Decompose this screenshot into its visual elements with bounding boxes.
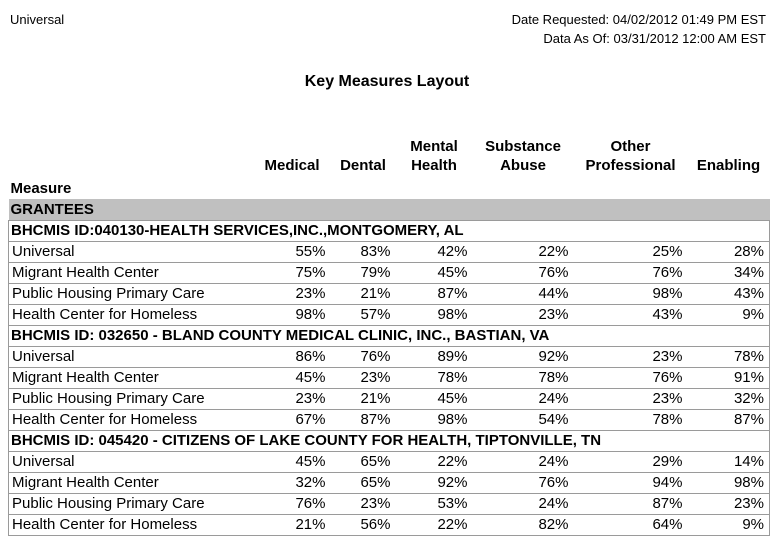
value-cell: 23% — [254, 388, 331, 409]
value-cell: 45% — [396, 388, 473, 409]
value-cell: 78% — [396, 367, 473, 388]
value-cell: 98% — [254, 304, 331, 325]
grantee-header: BHCMIS ID: 045420 - CITIZENS OF LAKE COUNTY FOR HEALTH, TIPTONVILLE, TN — [9, 430, 770, 451]
report-context-label: Universal — [10, 12, 65, 27]
value-cell: 24% — [473, 493, 574, 514]
table-row — [9, 304, 770, 325]
value-cell: 22% — [473, 241, 574, 262]
value-cell: 78% — [473, 367, 574, 388]
value-cell: 9% — [688, 514, 770, 535]
value-cell: 43% — [574, 304, 688, 325]
measure-name-cell: Universal — [9, 346, 254, 367]
value-cell: 22% — [396, 514, 473, 535]
value-cell: 76% — [473, 262, 574, 283]
value-cell: 76% — [574, 262, 688, 283]
value-cell: 92% — [473, 346, 574, 367]
measure-name-cell: Migrant Health Center — [9, 367, 254, 388]
table-row — [9, 367, 770, 388]
measure-label: Measure — [10, 180, 72, 197]
table-row — [9, 283, 770, 304]
report-header — [8, 10, 766, 48]
grantee-section-header-row — [9, 220, 770, 241]
value-cell: 23% — [331, 493, 396, 514]
table-row — [9, 346, 770, 367]
grantees-band-label: GRANTEES — [9, 199, 770, 220]
value-cell: 78% — [574, 409, 688, 430]
grantees-band-row — [9, 199, 770, 220]
value-cell: 24% — [473, 451, 574, 472]
value-cell: 28% — [688, 241, 770, 262]
value-cell: 44% — [473, 283, 574, 304]
value-cell: 9% — [688, 304, 770, 325]
value-cell: 87% — [331, 409, 396, 430]
measure-column-spacer — [9, 135, 254, 175]
value-cell: 42% — [396, 241, 473, 262]
value-cell: 22% — [396, 451, 473, 472]
value-cell: 79% — [331, 262, 396, 283]
value-cell: 87% — [688, 409, 770, 430]
table-row — [9, 388, 770, 409]
value-cell: 76% — [473, 472, 574, 493]
value-cell: 34% — [688, 262, 770, 283]
value-cell: 54% — [473, 409, 574, 430]
table-row — [9, 472, 770, 493]
measure-name-cell: Health Center for Homeless — [9, 409, 254, 430]
table-row — [9, 409, 770, 430]
value-cell: 98% — [396, 304, 473, 325]
table-row — [9, 451, 770, 472]
measure-name-cell: Public Housing Primary Care — [9, 388, 254, 409]
measure-name-cell: Health Center for Homeless — [9, 514, 254, 535]
measure-name-cell: Public Housing Primary Care — [9, 283, 254, 304]
measure-label-row — [9, 175, 770, 199]
value-cell: 83% — [331, 241, 396, 262]
value-cell: 76% — [331, 346, 396, 367]
value-cell: 92% — [396, 472, 473, 493]
value-cell: 94% — [574, 472, 688, 493]
column-header-enabling: Enabling — [696, 157, 761, 174]
value-cell: 91% — [688, 367, 770, 388]
value-cell: 21% — [254, 514, 331, 535]
value-cell: 23% — [574, 388, 688, 409]
data-as-of-text: Data As Of: 03/31/2012 12:00 AM EST — [543, 31, 766, 46]
value-cell: 23% — [574, 346, 688, 367]
measure-name-cell: Universal — [9, 241, 254, 262]
grantee-header: BHCMIS ID: 032650 - BLAND COUNTY MEDICAL CLINIC, INC., BASTIAN, VA — [9, 325, 770, 346]
table-row — [9, 493, 770, 514]
value-cell: 23% — [473, 304, 574, 325]
table-row — [9, 262, 770, 283]
value-cell: 98% — [574, 283, 688, 304]
value-cell: 76% — [254, 493, 331, 514]
value-cell: 65% — [331, 451, 396, 472]
value-cell: 55% — [254, 241, 331, 262]
value-cell: 87% — [396, 283, 473, 304]
table-row — [9, 241, 770, 262]
value-cell: 56% — [331, 514, 396, 535]
value-cell: 87% — [574, 493, 688, 514]
measure-name-cell: Universal — [9, 451, 254, 472]
value-cell: 65% — [331, 472, 396, 493]
value-cell: 23% — [254, 283, 331, 304]
date-requested-text: Date Requested: 04/02/2012 01:49 PM EST — [511, 12, 766, 27]
column-header-other-professional: Other Professional — [585, 138, 676, 174]
measure-name-cell: Migrant Health Center — [9, 262, 254, 283]
value-cell: 32% — [688, 388, 770, 409]
value-cell: 98% — [396, 409, 473, 430]
value-cell: 32% — [254, 472, 331, 493]
value-cell: 45% — [254, 451, 331, 472]
value-cell: 21% — [331, 388, 396, 409]
grantee-sections — [9, 220, 770, 535]
value-cell: 89% — [396, 346, 473, 367]
value-cell: 98% — [688, 472, 770, 493]
grantee-section-header-row — [9, 430, 770, 451]
grantee-header: BHCMIS ID:040130-HEALTH SERVICES,INC.,MONTGOMERY, AL — [9, 220, 770, 241]
measure-name-cell: Migrant Health Center — [9, 472, 254, 493]
grantee-section-header-row — [9, 325, 770, 346]
column-header-row — [9, 135, 770, 175]
value-cell: 76% — [574, 367, 688, 388]
column-header-dental: Dental — [340, 157, 386, 174]
value-cell: 57% — [331, 304, 396, 325]
value-cell: 23% — [331, 367, 396, 388]
value-cell: 45% — [254, 367, 331, 388]
measure-name-cell: Public Housing Primary Care — [9, 493, 254, 514]
value-cell: 23% — [688, 493, 770, 514]
value-cell: 67% — [254, 409, 331, 430]
value-cell: 82% — [473, 514, 574, 535]
value-cell: 86% — [254, 346, 331, 367]
value-cell: 53% — [396, 493, 473, 514]
page-title: Key Measures Layout — [304, 73, 470, 90]
value-cell: 21% — [331, 283, 396, 304]
measure-name-cell: Health Center for Homeless — [9, 304, 254, 325]
value-cell: 75% — [254, 262, 331, 283]
value-cell: 29% — [574, 451, 688, 472]
value-cell: 14% — [688, 451, 770, 472]
key-measures-table — [8, 135, 770, 536]
column-header-mental-health: Mental Health — [410, 138, 458, 174]
value-cell: 64% — [574, 514, 688, 535]
table-row — [9, 514, 770, 535]
value-cell: 43% — [688, 283, 770, 304]
value-cell: 78% — [688, 346, 770, 367]
report-dates — [512, 10, 766, 48]
value-cell: 25% — [574, 241, 688, 262]
value-cell: 45% — [396, 262, 473, 283]
column-header-medical: Medical — [264, 157, 320, 174]
column-header-substance-abuse: Substance Abuse — [485, 138, 561, 174]
value-cell: 24% — [473, 388, 574, 409]
